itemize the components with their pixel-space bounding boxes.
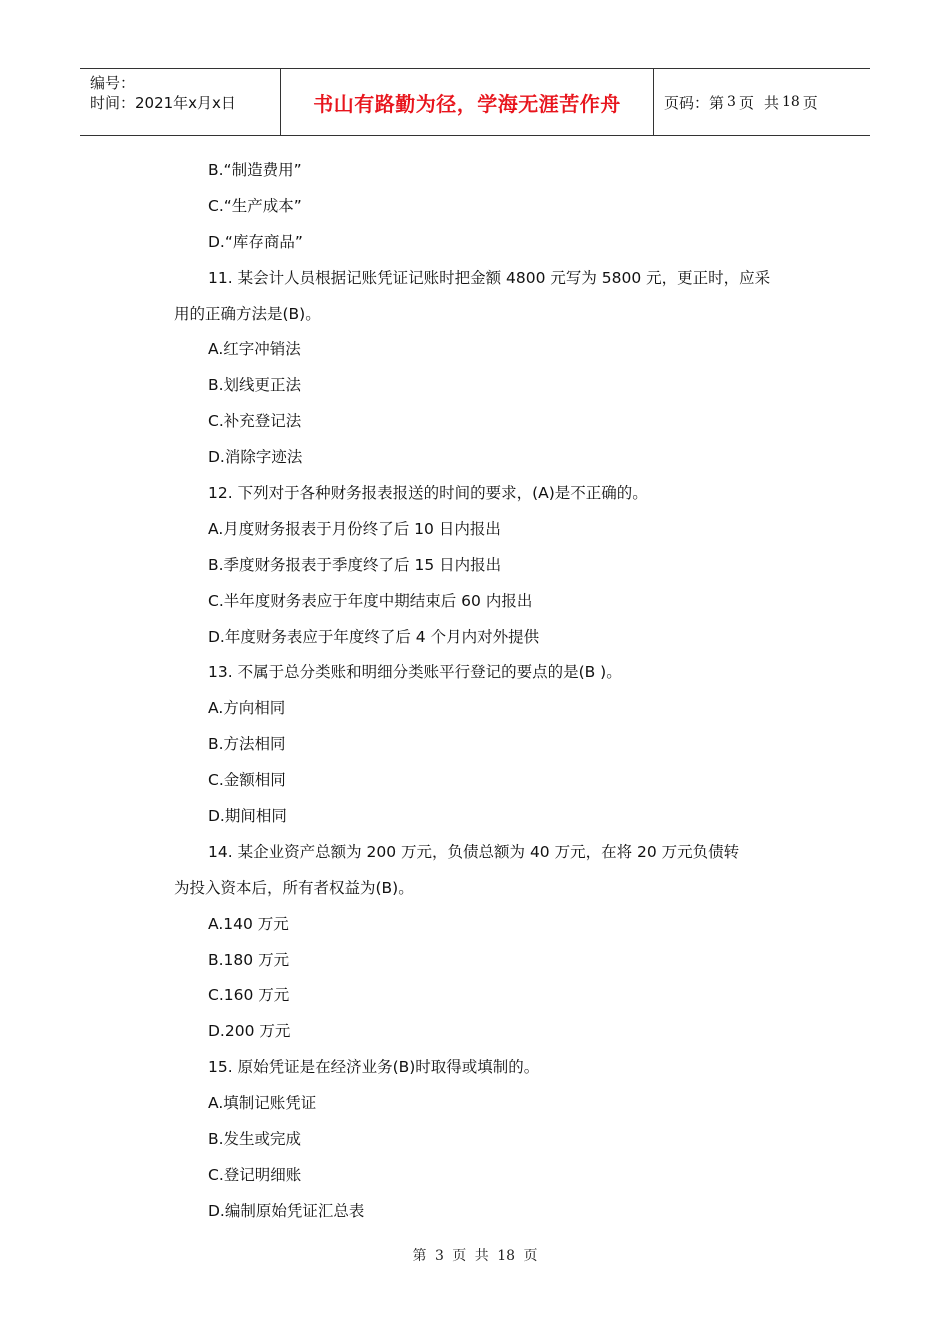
page-total-prefix: 共	[763, 93, 779, 112]
text-line: C.登记明细账	[208, 1165, 302, 1184]
text-line: B.季度财务报表于季度终了后 15 日内报出	[208, 555, 502, 574]
serial-label: 编号：	[90, 74, 136, 92]
header-motto: 书山有路勤为径，学海无涯苦作舟	[313, 91, 621, 116]
header-page-indicator	[654, 69, 870, 135]
header-meta	[80, 69, 281, 135]
text-line: 14. 某企业资产总额为 200 万元，负债总额为 40 万元，在将 20 万元负债转	[208, 842, 740, 861]
text-line: C.半年度财务表应于年度中期结束后 60 内报出	[208, 591, 533, 610]
text-line: D.消除字迹法	[208, 448, 303, 467]
text-line: B.发生或完成	[208, 1130, 302, 1149]
text-line: C.补充登记法	[208, 412, 302, 431]
text-line: C.160 万元	[208, 986, 290, 1005]
page-header	[80, 68, 870, 136]
page-prefix: 页码：第	[664, 93, 725, 112]
header-motto-cell	[281, 69, 654, 135]
text-line: D.编制原始凭证汇总表	[208, 1201, 365, 1220]
text-line: 15. 原始凭证是在经济业务(B)时取得或填制的。	[208, 1058, 540, 1077]
text-line: D.200 万元	[208, 1022, 291, 1041]
text-line: B.方法相同	[208, 735, 286, 754]
text-line: C.金额相同	[208, 771, 286, 790]
text-line: 13. 不属于总分类账和明细分类账平行登记的要点的是(B )。	[208, 663, 622, 682]
text-line: D.期间相同	[208, 807, 287, 826]
text-line: 用的正确方法是(B)。	[174, 304, 321, 323]
text-line: B.“制造费用”	[208, 161, 302, 179]
text-line: A.红字冲销法	[208, 340, 301, 359]
text-line: A.140 万元	[208, 914, 289, 933]
text-line: C.“生产成本”	[208, 196, 302, 215]
text-line: 12. 下列对于各种财务报表报送的时间的要求，(A)是不正确的。	[208, 484, 648, 503]
text-line: D.“库存商品”	[208, 232, 303, 251]
text-line: A.月度财务报表于月份终了后 10 日内报出	[208, 519, 501, 538]
text-line: B.180 万元	[208, 950, 290, 969]
page-suffix: 页	[802, 93, 818, 112]
page-footer: 第 3 页 共 18 页	[412, 1248, 538, 1264]
text-line: D.年度财务表应于年度终了后 4 个月内对外提供	[208, 627, 540, 646]
document-body	[0, 153, 950, 1230]
time-label: 时间：2021年x月x日	[90, 94, 236, 112]
text-line: 为投入资本后，所有者权益为(B)。	[174, 878, 414, 897]
page-total: 18	[781, 94, 800, 110]
text-line: A.方向相同	[208, 699, 286, 718]
text-line: A.填制记账凭证	[208, 1094, 317, 1113]
text-line: B.划线更正法	[208, 376, 302, 395]
page-mid: 页	[738, 93, 754, 112]
text-line: 11. 某会计人员根据记账凭证记账时把金额 4800 元写为 5800 元，更正时，应采	[208, 268, 771, 287]
page-current: 3	[727, 94, 736, 110]
